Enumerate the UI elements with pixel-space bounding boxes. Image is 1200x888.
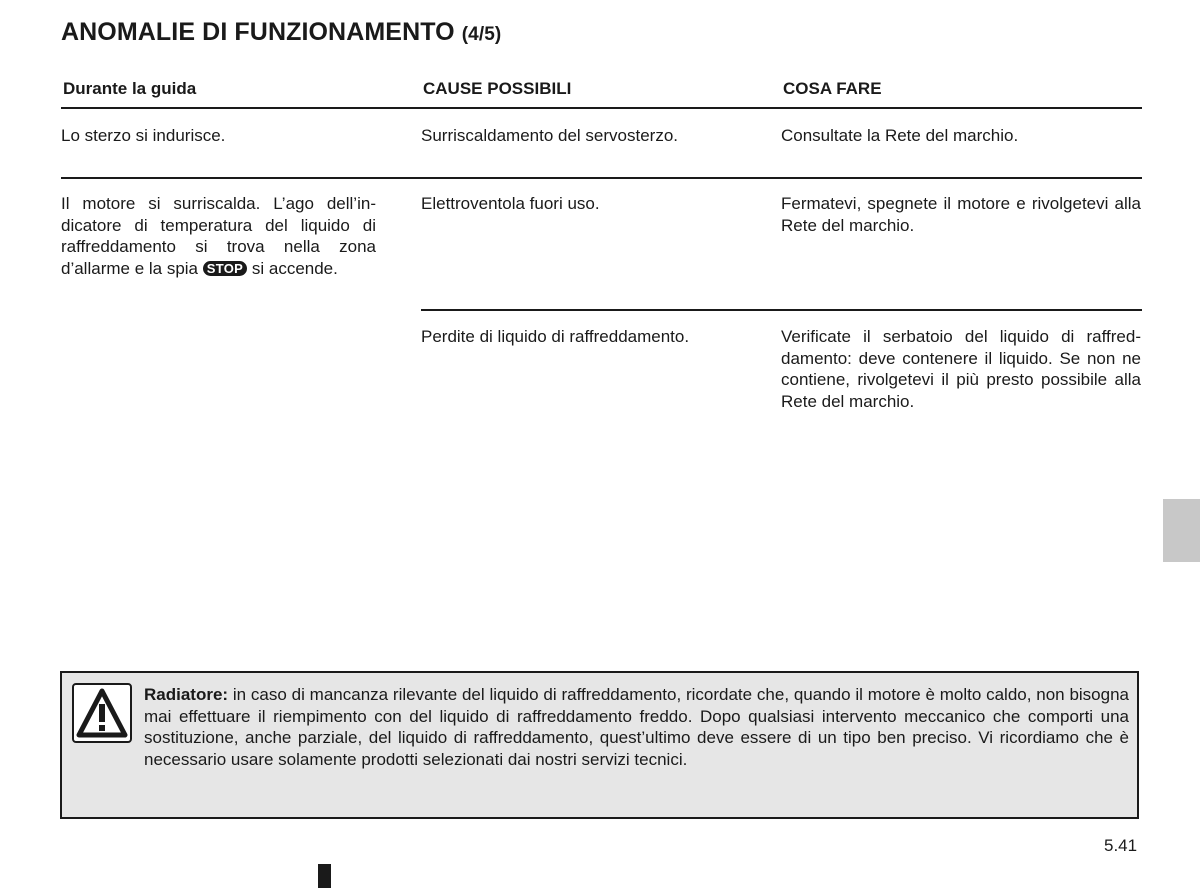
row2-action-a: Fermatevi, spegnete il motore e rivolgetevi alla Rete del marchio. [781, 194, 1141, 235]
chapter-tab [1163, 499, 1200, 562]
page-title [61, 18, 501, 47]
row2-cause-b: Perdite di liquido di raffreddamento. [421, 327, 690, 346]
row1-action: Consultate la Rete del marchio. [781, 126, 1019, 145]
column-header-causes: CAUSE POSSIBILI [423, 79, 572, 98]
row2-action-b: Verificate il serbatoio del liquido di raffreddamento: deve contenere il liquido. Se non ne contiene, rivolgetevi il più presto possibile alla Rete del marchio. [781, 327, 1141, 411]
sub-row-divider [421, 309, 1142, 311]
page-title-text: ANOMALIE DI FUNZIONAMENTO [61, 18, 455, 46]
warning-triangle-icon [72, 683, 132, 743]
row2-cause-a: Elettroventola fuori uso. [421, 194, 600, 213]
bottom-marker [318, 864, 331, 888]
page-number: 5.41 [1104, 836, 1138, 855]
row2-situation-text-end: si accende. [251, 258, 338, 278]
row1-cause: Surriscaldamento del servosterzo. [421, 126, 679, 145]
stop-warning-light-icon: STOP [203, 261, 247, 276]
row-divider [61, 177, 1142, 179]
warning-body: in caso di mancanza rilevante del liquido di raffreddamento, ricordate che, quando il motore è molto caldo, non bisogna mai effettuare il riempimento con del liquido di raffreddamento freddo. Dopo qualsiasi intervento meccanico che comporti una sostituzione, anche parziale, del liquido di raffreddamento, quest’ultimo deve essere di un tipo ben preciso. Vi ricordiamo che è necessario usare solamente prodotti selezionati dai nostri servizi tecnici. [144, 685, 1129, 769]
header-rule [61, 107, 1142, 109]
warning-box [60, 671, 1139, 819]
warning-label: Radiatore: [144, 685, 229, 704]
row1-situation: Lo sterzo si indurisce. [61, 126, 226, 145]
warning-text [144, 684, 1129, 770]
page-title-suffix: (4/5) [461, 24, 502, 45]
column-header-situation: Durante la guida [63, 79, 197, 98]
row2-situation [61, 193, 376, 279]
column-header-actions: COSA FARE [783, 79, 882, 98]
row2-situation-text: Il motore si surriscalda. L’ago dell’indicatore di temperatura del liquido di raffreddamento si trova nella zona d’allarme e la spia [61, 194, 376, 278]
